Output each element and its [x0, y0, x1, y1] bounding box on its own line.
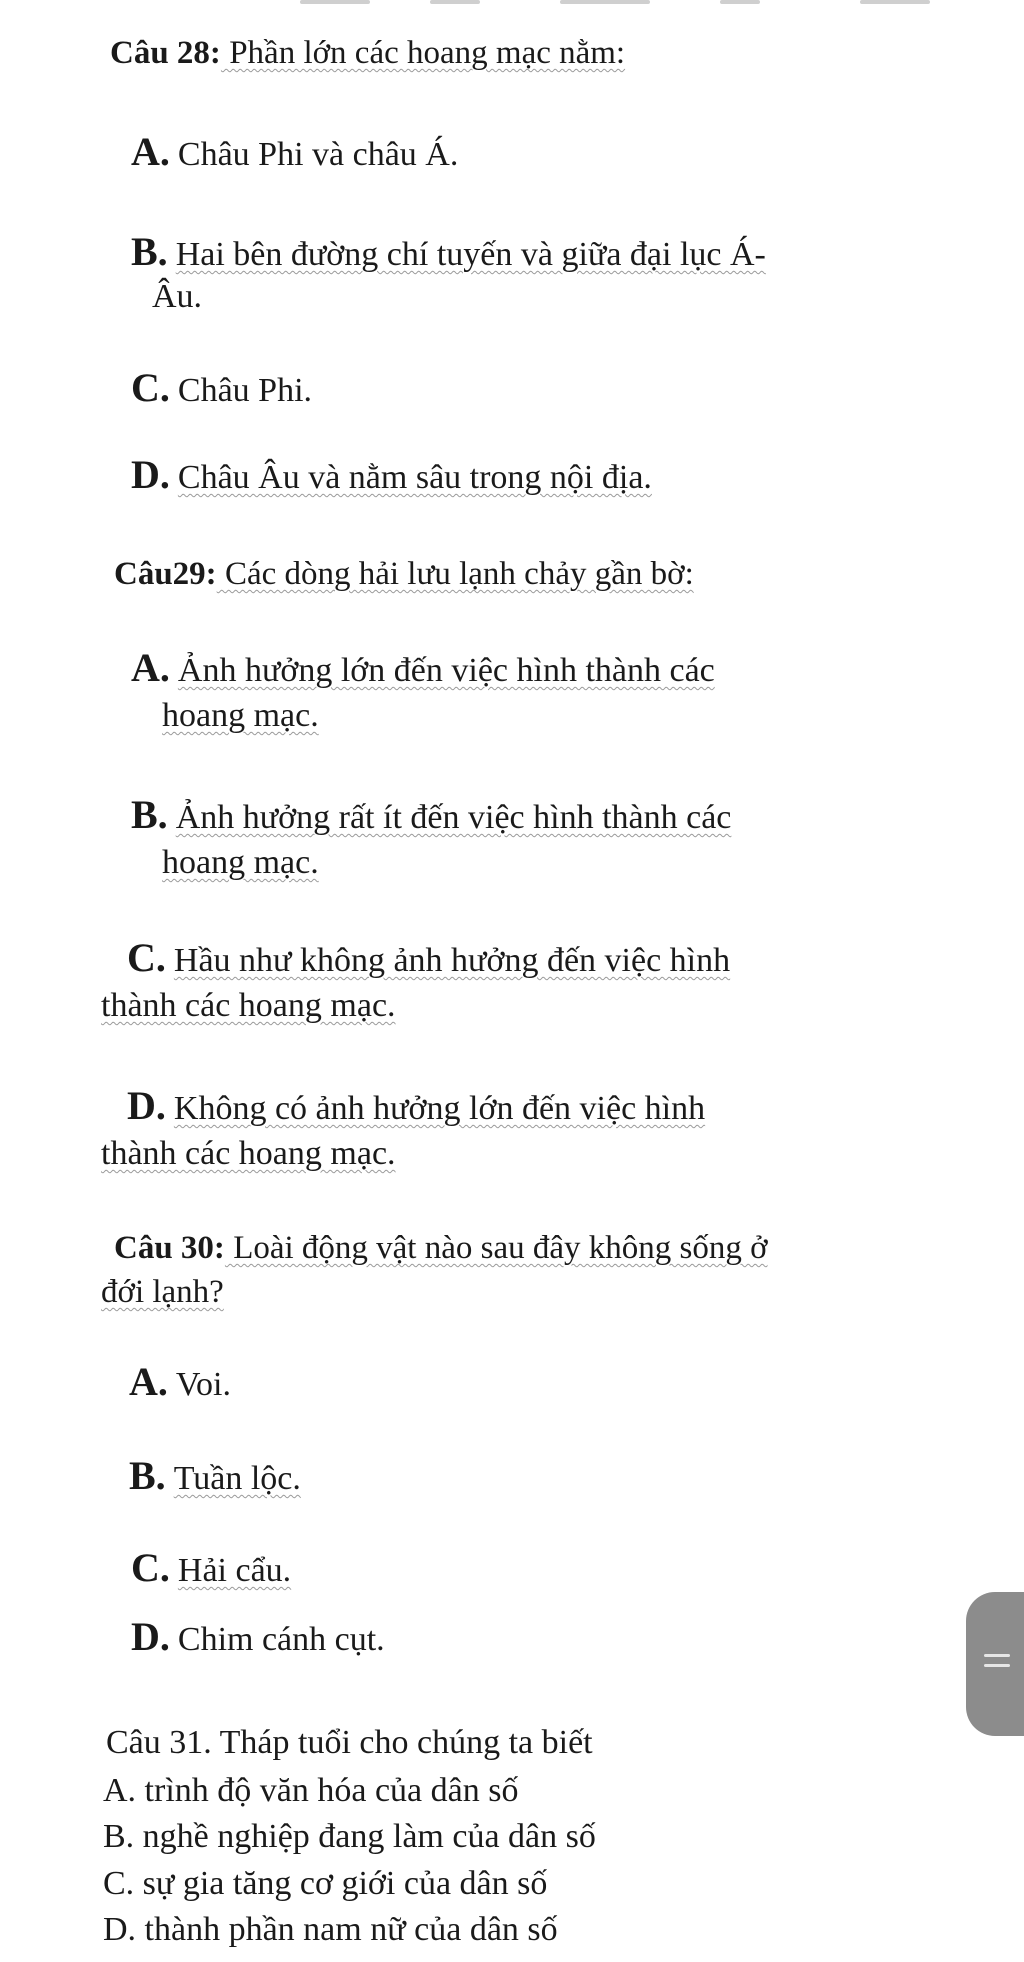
option-text: D. thành phần nam nữ của dân số — [103, 1911, 558, 1948]
option-text: Ảnh hưởng lớn đến việc hình thành các — [177, 652, 715, 689]
option-29-c — [127, 935, 731, 981]
option-28-b-cont — [152, 277, 202, 317]
option-29-a-cont — [162, 696, 319, 736]
option-text: Châu Phi. — [177, 372, 313, 409]
question-text: Loài động vật nào sau đây không sống ở — [224, 1230, 768, 1266]
option-29-b — [131, 792, 732, 838]
grip-line-icon — [984, 1654, 1010, 1657]
option-31-b — [103, 1817, 596, 1857]
question-31 — [106, 1723, 593, 1763]
option-text: A. trình độ văn hóa của dân số — [103, 1772, 519, 1809]
question-text: Các dòng hải lưu lạnh chảy gần bờ: — [216, 556, 694, 592]
option-29-d-cont — [101, 1134, 396, 1174]
option-text: B. nghề nghiệp đang làm của dân số — [103, 1818, 596, 1855]
option-letter: A. — [131, 129, 170, 174]
option-text: Châu Phi và châu Á. — [177, 136, 459, 173]
option-text: Hầu như không ảnh hưởng đến việc hình — [173, 942, 731, 979]
question-text: Phần lớn các hoang mạc nằm: — [220, 35, 626, 71]
top-edge-mark — [860, 0, 930, 4]
option-text: Hai bên đường chí tuyến và giữa đại lục Á- — [175, 236, 766, 273]
question-30-cont — [101, 1272, 224, 1312]
option-28-a — [131, 129, 459, 175]
option-30-c — [131, 1545, 292, 1591]
option-letter: D. — [131, 452, 170, 497]
option-30-a — [129, 1359, 232, 1405]
top-edge-strip — [0, 0, 1024, 6]
option-29-a — [131, 645, 715, 691]
option-letter: A. — [129, 1359, 168, 1404]
option-28-d — [131, 452, 652, 498]
option-text: thành các hoang mạc. — [101, 1135, 396, 1172]
option-text: Hải cẩu. — [177, 1552, 292, 1589]
question-text: Câu 31. Tháp tuổi cho chúng ta biết — [106, 1724, 593, 1761]
question-29 — [114, 554, 694, 594]
question-label: Câu 28: — [110, 35, 221, 71]
option-28-c — [131, 365, 313, 411]
top-edge-mark — [430, 0, 480, 4]
top-edge-mark — [300, 0, 370, 4]
option-30-b — [129, 1453, 301, 1499]
option-letter: D. — [131, 1614, 170, 1659]
top-edge-mark — [560, 0, 650, 4]
question-text: đới lạnh? — [101, 1274, 224, 1310]
option-31-d — [103, 1910, 558, 1950]
option-letter: A. — [131, 645, 170, 690]
question-label: Câu29: — [114, 556, 217, 592]
option-text: thành các hoang mạc. — [101, 987, 396, 1024]
top-edge-mark — [720, 0, 760, 4]
option-letter: C. — [131, 1545, 170, 1590]
option-text: Ảnh hưởng rất ít đến việc hình thành các — [175, 799, 732, 836]
option-31-c — [103, 1864, 547, 1904]
option-text: hoang mạc. — [162, 844, 319, 881]
option-letter: D. — [127, 1083, 166, 1128]
option-text: Chim cánh cụt. — [177, 1621, 385, 1658]
question-28 — [110, 33, 625, 73]
option-letter: C. — [131, 365, 170, 410]
option-text: Âu. — [152, 278, 203, 315]
option-28-b — [131, 229, 766, 275]
option-letter: B. — [131, 229, 168, 274]
question-label: Câu 30: — [114, 1230, 225, 1266]
option-30-d — [131, 1614, 385, 1660]
grip-line-icon — [984, 1664, 1010, 1667]
option-text: C. sự gia tăng cơ giới của dân số — [103, 1865, 548, 1902]
option-text: Không có ảnh hưởng lớn đến việc hình — [173, 1090, 706, 1127]
option-29-d — [127, 1083, 706, 1129]
option-31-a — [103, 1771, 518, 1811]
option-text: hoang mạc. — [162, 697, 319, 734]
option-text: Châu Âu và nằm sâu trong nội địa. — [177, 459, 652, 496]
option-29-c-cont — [101, 986, 396, 1026]
option-letter: B. — [129, 1453, 166, 1498]
option-29-b-cont — [162, 843, 319, 883]
question-30 — [114, 1228, 768, 1268]
scroll-handle[interactable] — [966, 1592, 1024, 1736]
option-letter: B. — [131, 792, 168, 837]
option-text: Tuần lộc. — [173, 1460, 301, 1497]
option-letter: C. — [127, 935, 166, 980]
option-text: Voi. — [175, 1366, 232, 1403]
